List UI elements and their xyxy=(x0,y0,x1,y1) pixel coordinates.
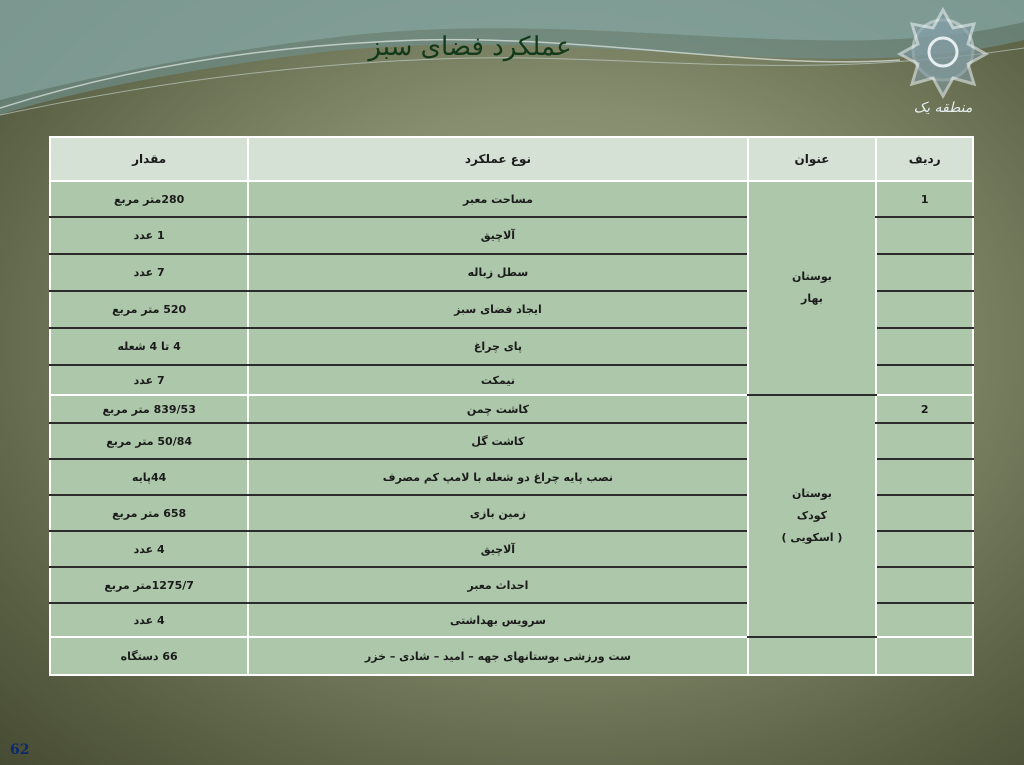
amalkard-cell: نصب پایه چراغ دو شعله با لامپ کم مصرف xyxy=(248,459,747,495)
amalkard-cell: کاشت چمن xyxy=(248,395,747,423)
meqdar-cell: 7 عدد xyxy=(50,254,248,291)
amalkard-cell: ایجاد فضای سبز xyxy=(248,291,747,328)
meqdar-cell: 7 عدد xyxy=(50,365,248,395)
radif-cell: 2 xyxy=(876,395,973,423)
park-title-line: کودک xyxy=(796,509,828,522)
radif-cell: 1 xyxy=(876,181,973,217)
amalkard-cell: سطل زباله xyxy=(248,254,747,291)
radif-cell xyxy=(876,567,973,603)
radif-cell xyxy=(876,495,973,531)
slide-title: عملکرد فضای سبز xyxy=(368,32,572,62)
svg-text:منطقه یک: منطقه یک xyxy=(913,100,973,116)
radif-cell xyxy=(876,254,973,291)
onvan-cell xyxy=(748,637,877,675)
radif-cell xyxy=(876,423,973,459)
meqdar-cell: 50/84 متر مربع xyxy=(50,423,248,459)
meqdar-cell: 839/53 متر مربع xyxy=(50,395,248,423)
radif-cell xyxy=(876,459,973,495)
radif-cell xyxy=(876,365,973,395)
radif-cell xyxy=(876,637,973,675)
amalkard-cell: سرویس بهداشتی xyxy=(248,603,747,637)
meqdar-cell: 1275/7متر مربع xyxy=(50,567,248,603)
amalkard-cell: آلاچیق xyxy=(248,531,747,567)
meqdar-cell: 4 عدد xyxy=(50,531,248,567)
park-title-cell xyxy=(748,395,877,637)
amalkard-cell: آلاچیق xyxy=(248,217,747,254)
amalkard-cell: کاشت گل xyxy=(248,423,747,459)
park-title-line: بوستان xyxy=(792,487,832,500)
table-row xyxy=(50,637,973,675)
green-space-performance-table xyxy=(49,136,974,676)
amalkard-cell: پای چراغ xyxy=(248,328,747,365)
header-meqdar: مقدار xyxy=(50,137,248,181)
table-row xyxy=(50,395,973,423)
table-header-row xyxy=(50,137,973,181)
park-title-line: بوستان xyxy=(792,270,832,283)
meqdar-cell: 4 تا 4 شعله xyxy=(50,328,248,365)
radif-cell xyxy=(876,603,973,637)
amalkard-cell: احداث معبر xyxy=(248,567,747,603)
header-wave-decoration xyxy=(0,0,1024,140)
meqdar-cell: 44پایه xyxy=(50,459,248,495)
park-title-line: بهار xyxy=(801,292,823,305)
meqdar-cell: 520 متر مربع xyxy=(50,291,248,328)
meqdar-cell: 280متر مربع xyxy=(50,181,248,217)
table-row xyxy=(50,181,973,217)
header-amalkard: نوع عملکرد xyxy=(248,137,747,181)
amalkard-cell: زمین بازی xyxy=(248,495,747,531)
radif-cell xyxy=(876,328,973,365)
header-onvan: عنوان xyxy=(748,137,877,181)
amalkard-cell: مساحت معبر xyxy=(248,181,747,217)
meqdar-cell: 66 دستگاه xyxy=(50,637,248,675)
meqdar-cell: 4 عدد xyxy=(50,603,248,637)
park-title-cell xyxy=(748,181,877,395)
meqdar-cell: 658 متر مربع xyxy=(50,495,248,531)
radif-cell xyxy=(876,291,973,328)
meqdar-cell: 1 عدد xyxy=(50,217,248,254)
amalkard-cell: ست ورزشی بوستانهای جهه – امید – شادی – خزر xyxy=(248,637,747,675)
park-title-line: ( اسکویی ) xyxy=(781,531,843,544)
radif-cell xyxy=(876,531,973,567)
amalkard-cell: نیمکت xyxy=(248,365,747,395)
municipality-logo-icon xyxy=(888,2,998,120)
radif-cell xyxy=(876,217,973,254)
page-number: 62 xyxy=(10,742,30,758)
header-radif: ردیف xyxy=(876,137,973,181)
